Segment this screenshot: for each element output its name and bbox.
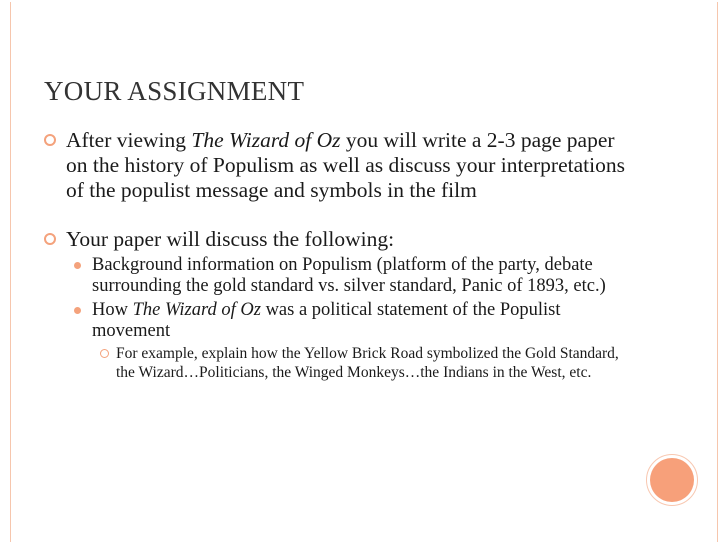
sub-sub-bullet-1: For example, explain how the Yellow Brick Road symbolized the Gold Standard, the Wizard…Politicians, the Winged Monkeys…the Indians in the West, etc. [94,344,634,382]
film-title: The Wizard of Oz [191,128,341,152]
bullet-2: Your paper will discuss the following: [44,227,634,252]
small-circle-bullet-icon [100,349,109,358]
dot-bullet-icon [74,307,81,314]
sub-bullet-1: Background information on Populism (platform of the party, debate surrounding the gold standard vs. silver standard, Panic of 1893, etc.) [66,255,634,297]
sub-bullet-2: How The Wizard of Oz was a political statement of the Populist movement [66,300,634,342]
circle-bullet-icon [44,134,56,146]
right-frame-line [717,2,718,542]
slide-title: YOUR ASSIGNMENT [44,76,305,106]
left-frame-line [10,2,11,542]
slide-content [44,128,634,382]
bullet-1: After viewing The Wizard of Oz you will write a 2-3 page paper on the history of Populism as well as discuss your interpretations of the populist message and symbols in the film [44,128,634,203]
circle-bullet-icon [44,233,56,245]
film-title: The Wizard of Oz [132,300,261,320]
decorative-circle [650,458,694,502]
dot-bullet-icon [74,262,81,269]
